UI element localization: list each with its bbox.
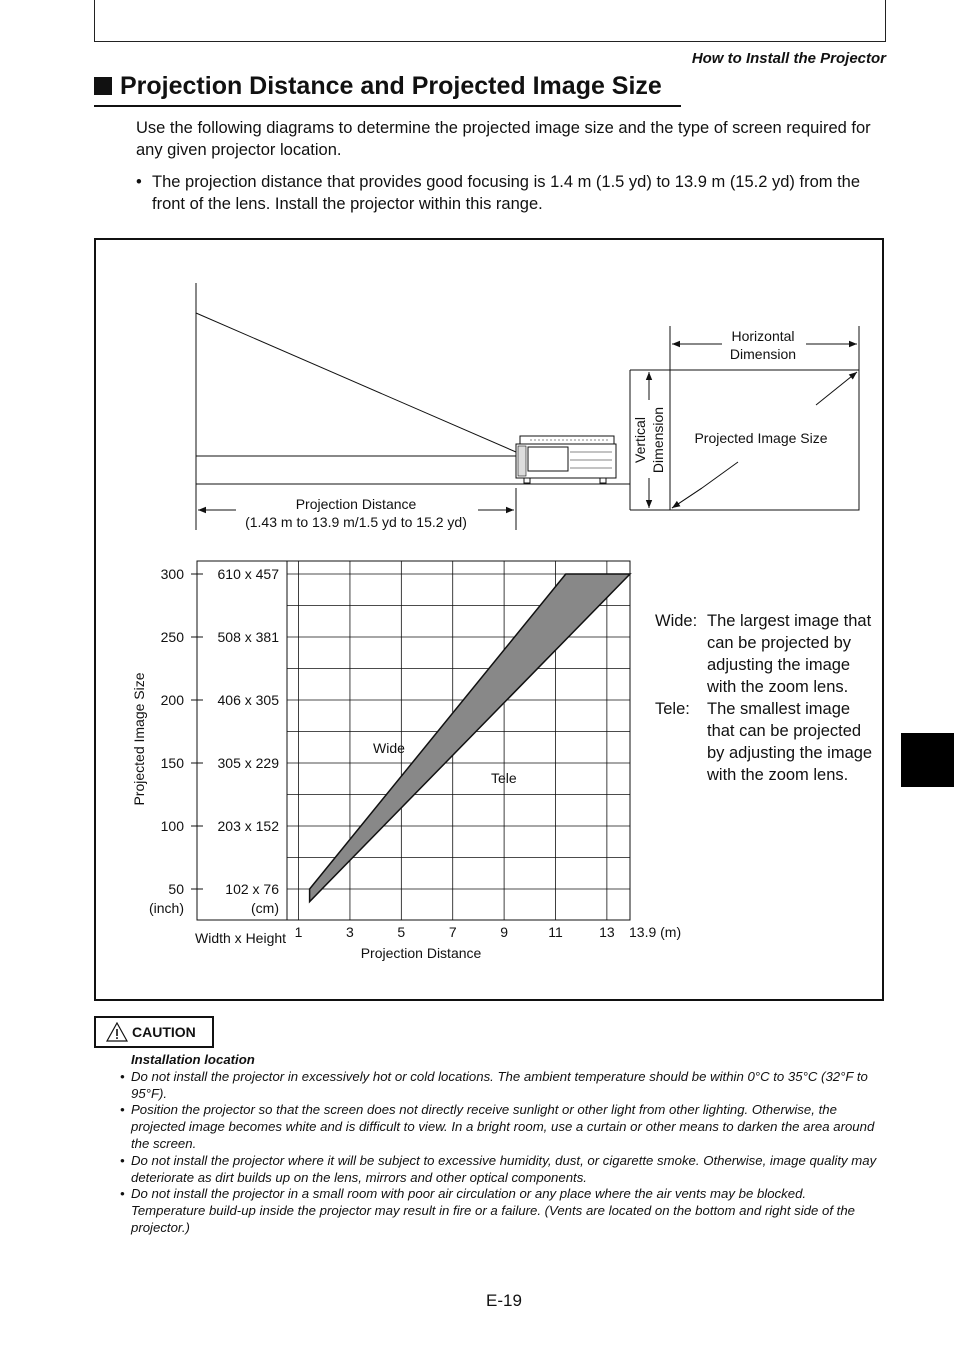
caution-item: • Do not install the projector in a small room with poor air circulation or any place where the air vents may be blocked. Temperature build-up inside the projector may result in fire or a failure. (Vents are located on the bottom and right side of the projector.)	[120, 1186, 855, 1235]
projection-distance-label: Projection Distance	[295, 496, 417, 512]
y-tick-label-inch: 200	[160, 692, 184, 708]
horizontal-dimension-label-2: Dimension	[729, 346, 797, 362]
caution-label: CAUTION	[132, 1024, 196, 1040]
x-tick-label: 5	[397, 924, 406, 940]
y-axis-title: Projected Image Size	[131, 672, 147, 806]
legend-tele-key: Tele:	[655, 700, 690, 718]
zoom-range-band	[310, 574, 630, 902]
caution-subhead: Installation location	[131, 1052, 255, 1067]
y-tick-label-inch: 100	[160, 818, 184, 834]
caution-item-text: Position the projector so that the screen does not directly receive sunlight or other light from other lighting. Otherwise, the projected image becomes white and is difficult to view. In a bright room, use a curtain or other means to darken the area around the screen.	[131, 1102, 875, 1151]
warning-icon	[106, 1022, 128, 1042]
legend-tele	[655, 698, 875, 786]
y-ticks	[161, 566, 280, 897]
x-ticks	[295, 924, 615, 940]
legend-wide	[655, 610, 875, 698]
caution-item-text: Do not install the projector where it will be subject to excessive humidity, dust, or cigarette smoke. Otherwise, image quality may deteriorate as dirt builds up on the lens, mirrors and other optical components.	[131, 1152, 877, 1185]
horizontal-dimension-label: Horizontal	[731, 328, 795, 344]
x-unit-label: 13.9 (m)	[629, 924, 682, 940]
y-tick-label-inch: 250	[160, 629, 184, 645]
caution-item: • Position the projector so that the screen does not directly receive sunlight or other light from other lighting. Otherwise, the projected image becomes white and is difficult to view. In a bright room, use a curtain or other means to darken the area around the screen.	[120, 1102, 875, 1151]
vertical-dimension-label-2: Dimension	[650, 406, 666, 474]
y-tick-label-inch: 300	[160, 566, 184, 582]
y-unit-inch: (inch)	[148, 900, 184, 916]
x-tick-label: 7	[448, 924, 457, 940]
caution-badge	[94, 1016, 214, 1048]
size-chart	[131, 561, 681, 961]
vertical-dimension-label: Vertical	[632, 417, 648, 463]
y-tick-label-cm: 203 x 152	[217, 818, 279, 834]
caution-item-text: Do not install the projector in a small room with poor air circulation or any place where the air vents may be blocked. Temperature build-up inside the projector may result in fire or a failure. (Vents are located on the bottom and right side of the projector.)	[131, 1186, 855, 1235]
caution-item-text: Do not install the projector in excessively hot or cold locations. The ambient temperature should be within 0°C to 35°C (32°F to 95°F).	[131, 1068, 868, 1101]
bullet-text: The projection distance that provides good focusing is 1.4 m (1.5 yd) to 13.9 m (15.2 yd) from the front of the lens. Install the projector within this range.	[152, 173, 861, 213]
y-unit-cm: (cm)	[251, 900, 279, 916]
y-tick-label-inch: 150	[160, 755, 184, 771]
x-axis-title: Projection Distance	[360, 945, 482, 961]
x-tick-label: 13	[599, 924, 615, 940]
bullet-dot-icon: •	[136, 173, 142, 191]
caution-item: • Do not install the projector where it will be subject to excessive humidity, dust, or cigarette smoke. Otherwise, image quality may deteriorate as dirt builds up on the lens, mirrors and other optical components.	[120, 1152, 877, 1185]
y-tick-label-cm: 610 x 457	[217, 566, 279, 582]
tele-series-label: Tele	[491, 770, 517, 786]
x-tick-label: 1	[294, 924, 303, 940]
chapter-tab	[901, 733, 954, 787]
caution-item: • Do not install the projector in excessively hot or cold locations. The ambient temperature should be within 0°C to 35°C (32°F to 95°F).	[120, 1068, 868, 1101]
page-number: E-19	[486, 1291, 522, 1310]
section-header: How to Install the Projector	[691, 50, 886, 67]
projection-diagram	[196, 283, 859, 530]
size-header: Width x Height	[195, 930, 287, 946]
y-tick-label-cm: 305 x 229	[217, 755, 279, 771]
y-tick-label-cm: 102 x 76	[225, 881, 279, 897]
zoom-legend	[655, 610, 875, 786]
legend-wide-key: Wide:	[655, 612, 698, 630]
x-tick-label: 11	[548, 924, 563, 940]
x-tick-label: 3	[346, 924, 354, 940]
page-title-text: Projection Distance and Projected Image Size	[120, 72, 662, 100]
y-tick-label-cm: 406 x 305	[217, 692, 279, 708]
x-tick-label: 9	[500, 924, 509, 940]
wide-series-label: Wide	[373, 740, 405, 756]
projection-distance-range: (1.43 m to 13.9 m/1.5 yd to 15.2 yd)	[245, 514, 467, 530]
projector-icon	[516, 436, 616, 483]
y-tick-label-inch: 50	[168, 881, 184, 897]
legend-tele-text: The smallest image that can be projected by adjusting the image with the zoom lens.	[707, 700, 873, 784]
projected-image-size-label: Projected Image Size	[694, 430, 828, 446]
caution-body	[120, 1052, 883, 1237]
y-tick-label-cm: 508 x 381	[217, 629, 279, 645]
legend-wide-text: The largest image that can be projected by adjusting the image with the zoom lens.	[707, 612, 872, 696]
intro-paragraph: Use the following diagrams to determine the projected image size and the type of screen required for any given projector location.	[136, 119, 871, 159]
